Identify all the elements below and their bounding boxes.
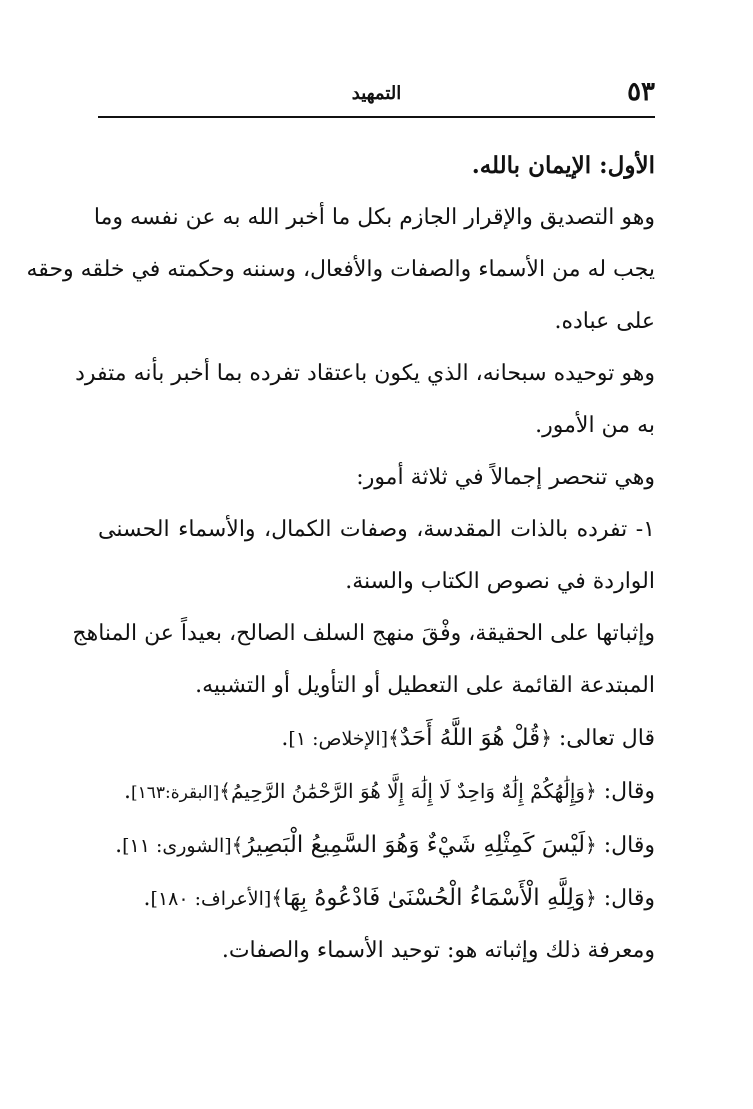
quran-verse: قُلْ هُوَ اللَّهُ أَحَدٌ bbox=[399, 725, 541, 751]
verse-citation bbox=[98, 819, 655, 872]
quran-verse: لَيْسَ كَمِثْلِهِ شَيْءٌ وَهُوَ السَّمِيعُ الْبَصِيرُ bbox=[243, 832, 586, 858]
verse-reference: [البقرة:١٦٣] bbox=[130, 783, 220, 803]
ornate-bracket-close: ﴾ bbox=[231, 833, 244, 857]
list-item-line: الواردة في نصوص الكتاب والسنة. bbox=[345, 569, 655, 594]
ornate-bracket-open: ﴿ bbox=[540, 726, 552, 750]
page-header bbox=[98, 76, 655, 112]
header-rule bbox=[98, 116, 655, 118]
ornate-bracket-close: ﴾ bbox=[271, 886, 284, 910]
paragraph-line: به من الأمور. bbox=[535, 413, 655, 438]
verse-reference: [الشورى: ١١] bbox=[122, 835, 232, 857]
section-heading: الأول: الإيمان بالله. bbox=[471, 152, 655, 179]
page-number: ٥٣ bbox=[627, 77, 655, 107]
verse-end: . bbox=[115, 833, 123, 858]
verse-intro: وقال: bbox=[596, 833, 655, 858]
ornate-bracket-open: ﴿ bbox=[585, 886, 597, 910]
verse-end: . bbox=[143, 886, 151, 911]
quran-verse: وَلِلَّهِ الْأَسْمَاءُ الْحُسْنَىٰ فَادْعُوهُ بِهَا bbox=[283, 885, 586, 911]
closing-sentence: ومعرفة ذلك وإثباته هو: توحيد الأسماء والصفات. bbox=[221, 938, 655, 963]
paragraph-line: على عباده. bbox=[554, 309, 655, 334]
running-title: التمهيد bbox=[351, 83, 402, 104]
verse-end: . bbox=[123, 779, 131, 804]
paragraph-line: وهو التصديق والإقرار الجازم بكل ما أخبر الله به عن نفسه وما bbox=[93, 205, 655, 230]
list-item-line: ١- تفرده بالذات المقدسة، وصفات الكمال، والأسماء الحسنى bbox=[98, 517, 655, 542]
paragraph-line: يجب له من الأسماء والصفات والأفعال، وسننه وحكمته في خلقه وحقه bbox=[26, 257, 655, 282]
ornate-bracket-open: ﴿ bbox=[585, 833, 597, 857]
ornate-bracket-close: ﴾ bbox=[219, 779, 231, 803]
page-body bbox=[26, 140, 655, 977]
verse-end: . bbox=[281, 726, 289, 751]
verse-intro: وقال: bbox=[596, 779, 655, 804]
verse-citation bbox=[98, 712, 655, 765]
verse-reference: [الأعراف: ١٨٠] bbox=[150, 888, 272, 910]
verse-citation bbox=[98, 765, 655, 819]
verse-intro: قال تعالى: bbox=[551, 726, 655, 751]
ornate-bracket-close: ﴾ bbox=[388, 726, 400, 750]
quran-verse: وَإِلَٰهُكُمْ إِلَٰهٌ وَاحِدٌ لَا إِلَٰهَ إِلَّا هُوَ الرَّحْمَٰنُ الرَّحِيمُ bbox=[231, 779, 586, 803]
verse-reference: [الإخلاص: ١] bbox=[288, 728, 389, 750]
paragraph-line: وهو توحيده سبحانه، الذي يكون باعتقاد تفرده بما أخبر بأنه متفرد bbox=[75, 361, 655, 386]
paragraph-line: المبتدعة القائمة على التعطيل أو التأويل أو التشبيه. bbox=[195, 673, 655, 698]
paragraph-line: وهي تنحصر إجمالاً في ثلاثة أمور: bbox=[356, 465, 655, 490]
verse-citation bbox=[98, 872, 655, 925]
verse-intro: وقال: bbox=[596, 886, 655, 911]
paragraph-line: وإثباتها على الحقيقة، وفْقَ منهج السلف الصالح، بعيداً عن المناهج bbox=[72, 621, 655, 646]
ornate-bracket-open: ﴿ bbox=[585, 779, 597, 803]
